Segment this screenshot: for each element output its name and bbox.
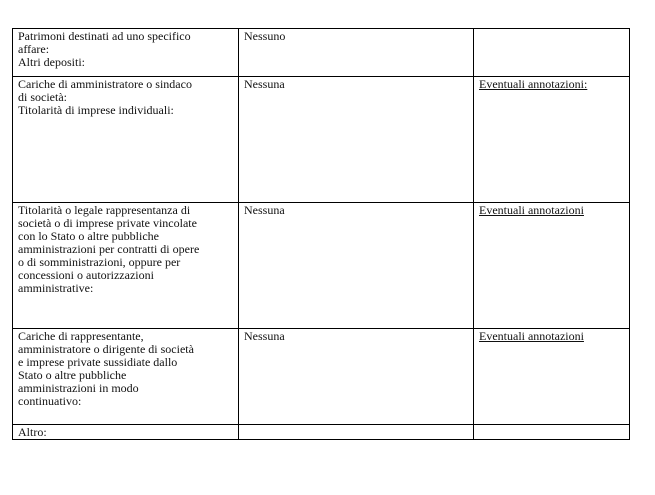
note-cell xyxy=(474,329,630,425)
annotation-label: Eventuali annotazioni xyxy=(479,203,584,217)
category-cell: Titolarità o legale rappresentanza di società o di imprese private vincolate con lo Stato o altre pubbliche amministrazioni per contratti di opere o di somministrazioni, oppure per concessioni o autorizzazioni amministrative: xyxy=(13,203,239,329)
value-cell xyxy=(239,425,474,440)
declaration-table xyxy=(12,28,630,440)
value-cell: Nessuno xyxy=(239,29,474,77)
table-row xyxy=(13,29,630,77)
category-cell: Cariche di rappresentante, amministratore o dirigente di società e imprese private sussidiate dallo Stato o altre pubbliche amministrazioni in modo continuativo: xyxy=(13,329,239,425)
value-cell: Nessuna xyxy=(239,203,474,329)
note-cell xyxy=(474,203,630,329)
table-row xyxy=(13,203,630,329)
annotation-label: Eventuali annotazioni xyxy=(479,329,584,343)
note-cell xyxy=(474,77,630,203)
table-row xyxy=(13,77,630,203)
category-cell: Cariche di amministratore o sindaco di società: Titolarità di imprese individuali: xyxy=(13,77,239,203)
value-cell: Nessuna xyxy=(239,77,474,203)
table-row xyxy=(13,425,630,440)
category-cell: Patrimoni destinati ad uno specifico affare: Altri depositi: xyxy=(13,29,239,77)
category-cell: Altro: xyxy=(13,425,239,440)
value-cell: Nessuna xyxy=(239,329,474,425)
note-cell xyxy=(474,29,630,77)
note-cell xyxy=(474,425,630,440)
annotation-label: Eventuali annotazioni: xyxy=(479,77,588,91)
table-row xyxy=(13,329,630,425)
